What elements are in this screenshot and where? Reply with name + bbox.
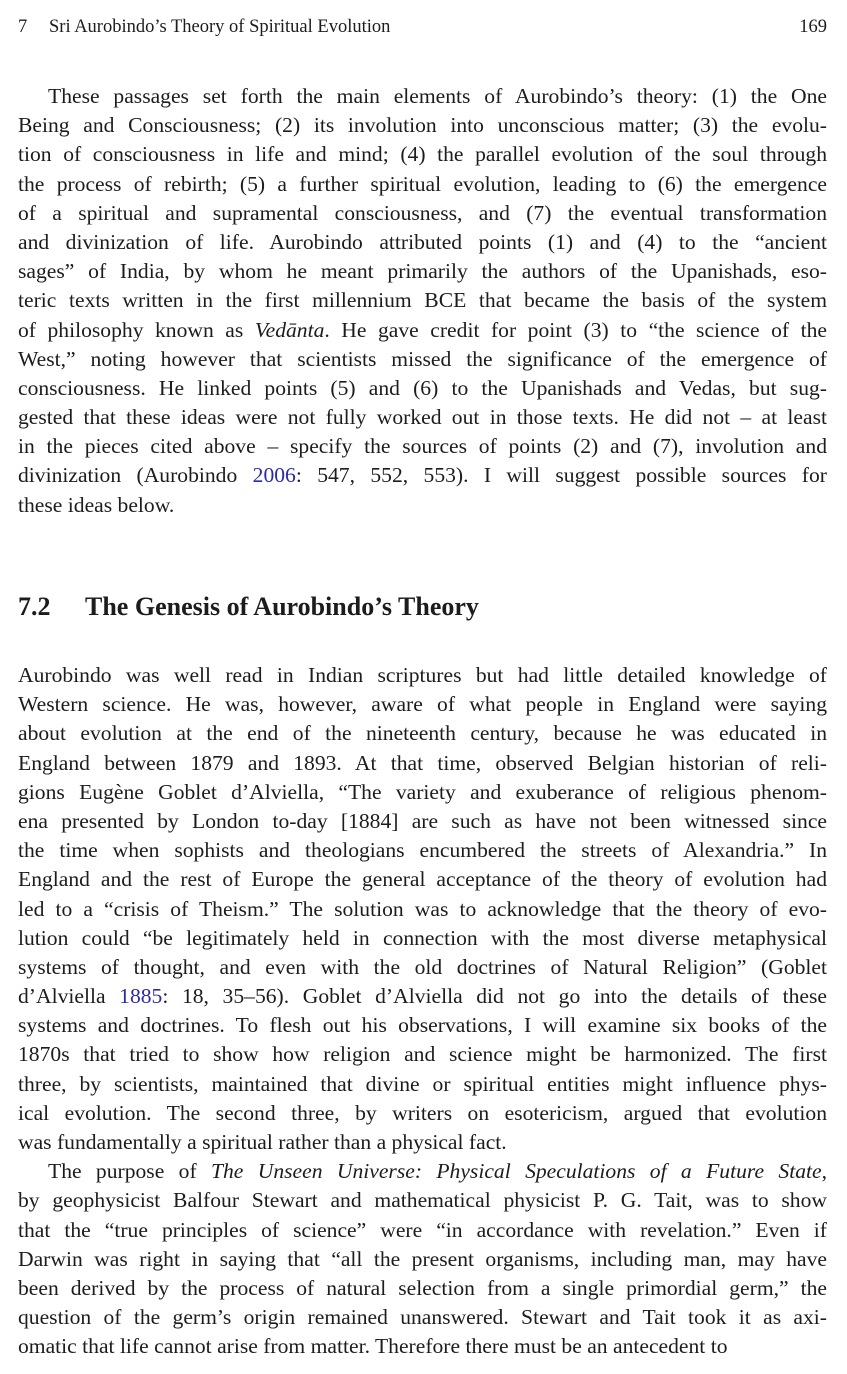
text-line: systems of thought, and even with the old doctrines of Natural Religion” (Goblet [18, 954, 827, 979]
text-line: three, by scientists, maintained that divine or spiritual entities might influence phys- [18, 1071, 827, 1096]
text-line: lution could “be legitimately held in connection with the most diverse metaphysical [18, 925, 827, 950]
text-line: and divinization of life. Aurobindo attributed points (1) and (4) to the “ancient [18, 229, 827, 254]
text-line: of a spiritual and supramental consciousness, and (7) the eventual transformation [18, 200, 827, 225]
text-line: Being and Consciousness; (2) its involution into unconscious matter; (3) the evolu- [18, 113, 827, 138]
paragraph [18, 1157, 827, 1361]
text-line: that the “true principles of science” were “in accordance with revelation.” Even if [18, 1217, 827, 1242]
text-line: These passages set forth the main elements of Aurobindo’s theory: (1) the One [48, 84, 827, 108]
text-line: led to a “crisis of Theism.” The solution was to acknowledge that the theory of evo- [18, 896, 827, 921]
italic-text: The Unseen Universe: Physical Speculations of a Future State [211, 1159, 822, 1184]
text-line: about evolution at the end of the nineteenth century, because he was educated in [18, 721, 827, 746]
text-line: tion of consciousness in life and mind; (4) the parallel evolution of the soul through [18, 142, 827, 167]
text-segment: of philosophy known as [18, 317, 255, 342]
citation-link[interactable]: 2006 [252, 463, 296, 488]
page-number: 169 [799, 17, 827, 37]
text-line: these ideas below. [18, 492, 175, 517]
text-line: Aurobindo was well read in Indian scriptures but had little detailed knowledge of [18, 663, 827, 687]
text-line: been derived by the process of natural selection from a single primordial germ,” the [18, 1275, 827, 1300]
paragraph [18, 661, 827, 1157]
italic-text: Vedānta [254, 317, 325, 342]
text-line: sages” of India, by whom he meant primarily the authors of the Upanishads, eso- [18, 259, 827, 284]
body-text-after-section [18, 661, 827, 1362]
paragraph [18, 82, 827, 520]
chapter-title: Sri Aurobindo’s Theory of Spiritual Evolution [49, 17, 391, 37]
section-title: The Genesis of Aurobindo’s Theory [85, 592, 479, 621]
text-line: omatic that life cannot arise from matter. Therefore there must be an antecedent to [18, 1334, 728, 1359]
text-line: the time when sophists and theologians encumbered the streets of Alexandria.” In [18, 838, 827, 863]
text-line: ical evolution. The second three, by writers on esotericism, argued that evolution [18, 1100, 827, 1125]
text-line: Darwin was right in saying that “all the present organisms, including man, may have [18, 1246, 827, 1271]
text-line [18, 982, 827, 1011]
body-text-before-section [18, 82, 827, 520]
text-line [18, 1157, 827, 1186]
section-number: 7.2 [18, 592, 51, 621]
text-line: gions Eugène Goblet d’Alviella, “The variety and exuberance of religious phenom- [18, 779, 827, 804]
text-line: was fundamentally a spiritual rather than a physical fact. [18, 1130, 507, 1154]
text-line: teric texts written in the first millennium BCE that became the basis of the system [18, 288, 827, 313]
citation-link[interactable]: 1885 [119, 984, 163, 1009]
text-line: question of the germ’s origin remained unanswered. Stewart and Tait took it as axi- [18, 1305, 827, 1330]
text-line: ena presented by London to-day [1884] are such as have not been witnessed since [18, 808, 827, 833]
text-line: the process of rebirth; (5) a further spiritual evolution, leading to (6) the emergence [18, 171, 827, 196]
chapter-number: 7 [18, 17, 28, 37]
text-segment: d’Alviella [18, 984, 120, 1009]
text-segment: divinization (Aurobindo [18, 463, 253, 488]
running-head [18, 14, 827, 40]
text-line: 1870s that tried to show how religion and science might be harmonized. The first [18, 1042, 827, 1067]
text-line: gested that these ideas were not fully worked out in those texts. He did not – at least [18, 405, 827, 430]
section-heading [18, 590, 479, 624]
text-segment: The purpose of [48, 1159, 211, 1184]
text-line: systems and doctrines. To flesh out his observations, I will examine six books of the [18, 1013, 827, 1038]
text-line: by geophysicist Balfour Stewart and mathematical physicist P. G. Tait, was to show [18, 1188, 827, 1213]
text-line: England between 1879 and 1893. At that time, observed Belgian historian of reli- [18, 750, 827, 775]
text-line: in the pieces cited above – specify the sources of points (2) and (7), involution and [18, 434, 827, 459]
text-line: Western science. He was, however, aware of what people in England were saying [18, 692, 827, 717]
text-segment: : 547, 552, 553). I will suggest possible sources for [295, 463, 827, 488]
text-segment: : 18, 35–56). Goblet d’Alviella did not go into the details of these [162, 984, 827, 1009]
text-segment: , [821, 1159, 827, 1184]
text-line: West,” noting however that scientists missed the significance of the emergence of [18, 346, 827, 371]
text-line [18, 461, 827, 490]
text-line [18, 316, 827, 345]
text-line: England and the rest of Europe the general acceptance of the theory of evolution had [18, 867, 827, 892]
text-line: consciousness. He linked points (5) and (6) to the Upanishads and Vedas, but sug- [18, 375, 827, 400]
text-segment: . He gave credit for point (3) to “the science of the [324, 317, 827, 342]
